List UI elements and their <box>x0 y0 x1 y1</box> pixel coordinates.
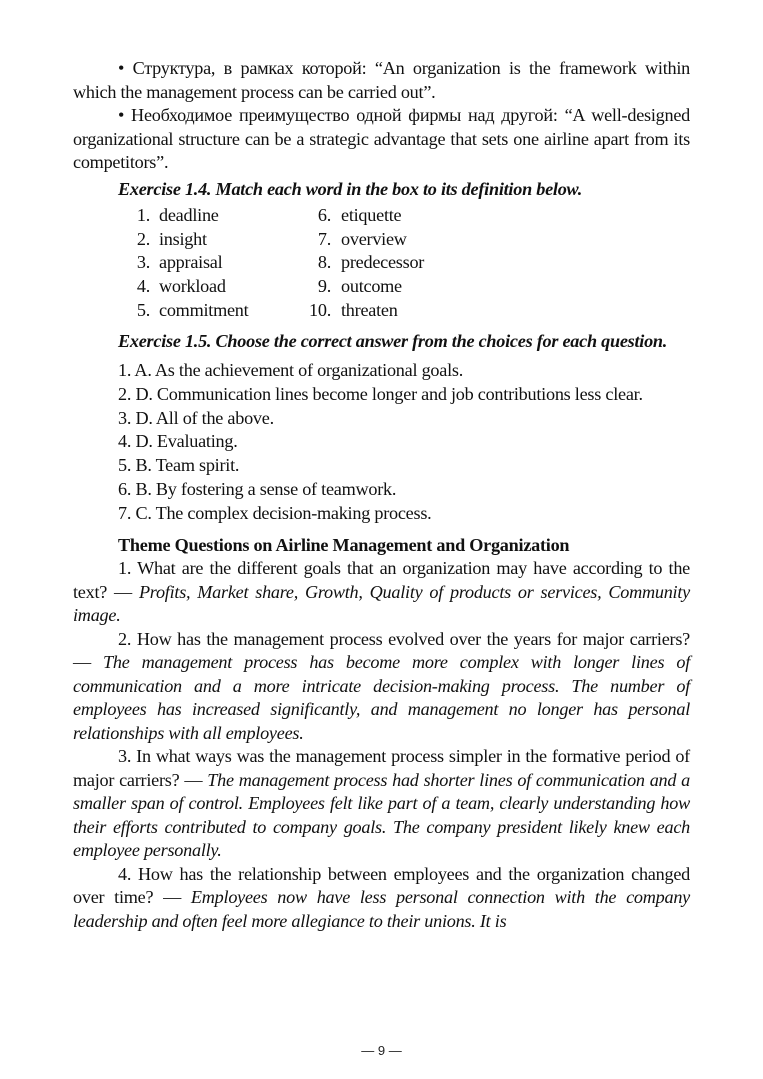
question-text: 4. How has the relationship between employees and the organization changed over time? — <box>73 863 690 908</box>
question-text: 2. How has the management process evolved over the years for major carriers? — <box>73 628 690 673</box>
word: outcome <box>341 276 402 297</box>
word: threaten <box>341 299 398 320</box>
word-number: 1. <box>136 205 150 225</box>
answer-item: 7. C. The complex decision-making process. <box>118 502 432 523</box>
answer-item: 4. D. Evaluating. <box>118 431 238 452</box>
word-number: 10. <box>309 299 331 320</box>
word: commitment <box>159 299 249 320</box>
word: insight <box>159 228 207 249</box>
word-list <box>120 204 424 323</box>
word: etiquette <box>341 205 402 225</box>
bullet-paragraph: • Необходимое преимущество одной фирмы над другой: “A well-designed organizational structure can be a strategic advantage that sets one airline apart from its competitors”. <box>73 105 690 172</box>
word: deadline <box>159 205 219 225</box>
word-number: 4. <box>136 276 150 297</box>
answer-item: 6. B. By fostering a sense of teamwork. <box>118 479 397 499</box>
answer-list <box>73 359 690 526</box>
word-number: 5. <box>136 299 150 320</box>
document-page <box>73 57 690 933</box>
page-number: — 9 — <box>361 1043 402 1058</box>
word-number: 8. <box>317 252 331 273</box>
word-number: 7. <box>317 228 331 249</box>
answer-text: The management process had shorter lines of communication and a smaller span of control. Employees felt like part of a team, clearly understanding how their efforts contributed to company goals. The company president likely knew each employee personally. <box>73 769 690 861</box>
answer-text: Profits, Market share, Growth, Quality of products or services, Community image. <box>73 581 690 626</box>
theme-question <box>73 863 690 934</box>
word-row <box>120 275 424 299</box>
word-number: 6. <box>317 205 331 225</box>
answer-item: 5. B. Team spirit. <box>118 455 240 476</box>
exercise-1-5-title: Exercise 1.5. Choose the correct answer from the choices for each question. <box>118 330 668 351</box>
theme-heading: Theme Questions on Airline Management and Organization <box>118 534 570 555</box>
word-row <box>120 251 424 275</box>
word-number: 2. <box>136 228 150 249</box>
question-text: 3. In what ways was the management process simpler in the formative period of major carriers? — <box>73 746 690 790</box>
word-number: 3. <box>136 252 150 273</box>
answer-text: Employees now have less personal connection with the company leadership and often feel more allegiance to their unions. It is <box>73 887 690 931</box>
answer-item: 2. D. Communication lines become longer and job contributions less clear. <box>118 383 643 404</box>
theme-question <box>73 745 690 863</box>
word: predecessor <box>341 252 425 273</box>
word-number: 9. <box>317 276 331 297</box>
bullet-paragraph: • Структура, в рамках которой: “An organization is the framework within which the management process can be carried out”. <box>73 58 690 102</box>
word-row <box>120 204 424 228</box>
question-text: 1. What are the different goals that an organization may have according to the text? — <box>73 558 690 602</box>
theme-question <box>73 628 690 746</box>
exercise-1-4-title: Exercise 1.4. Match each word in the box to its definition below. <box>118 178 583 199</box>
word-row <box>120 299 424 323</box>
word-row <box>120 228 424 252</box>
answer-item: 3. D. All of the above. <box>118 407 274 428</box>
answer-item: 1. A. As the achievement of organizational goals. <box>118 360 464 381</box>
answer-text: The management process has become more complex with longer lines of communication and a more intricate decision-making process. The number of employees has increased significantly, and management no longer has personal relationships with all employees. <box>73 652 690 743</box>
word: overview <box>341 228 407 249</box>
word: workload <box>159 276 226 297</box>
theme-question <box>73 557 690 628</box>
word: appraisal <box>159 252 223 273</box>
